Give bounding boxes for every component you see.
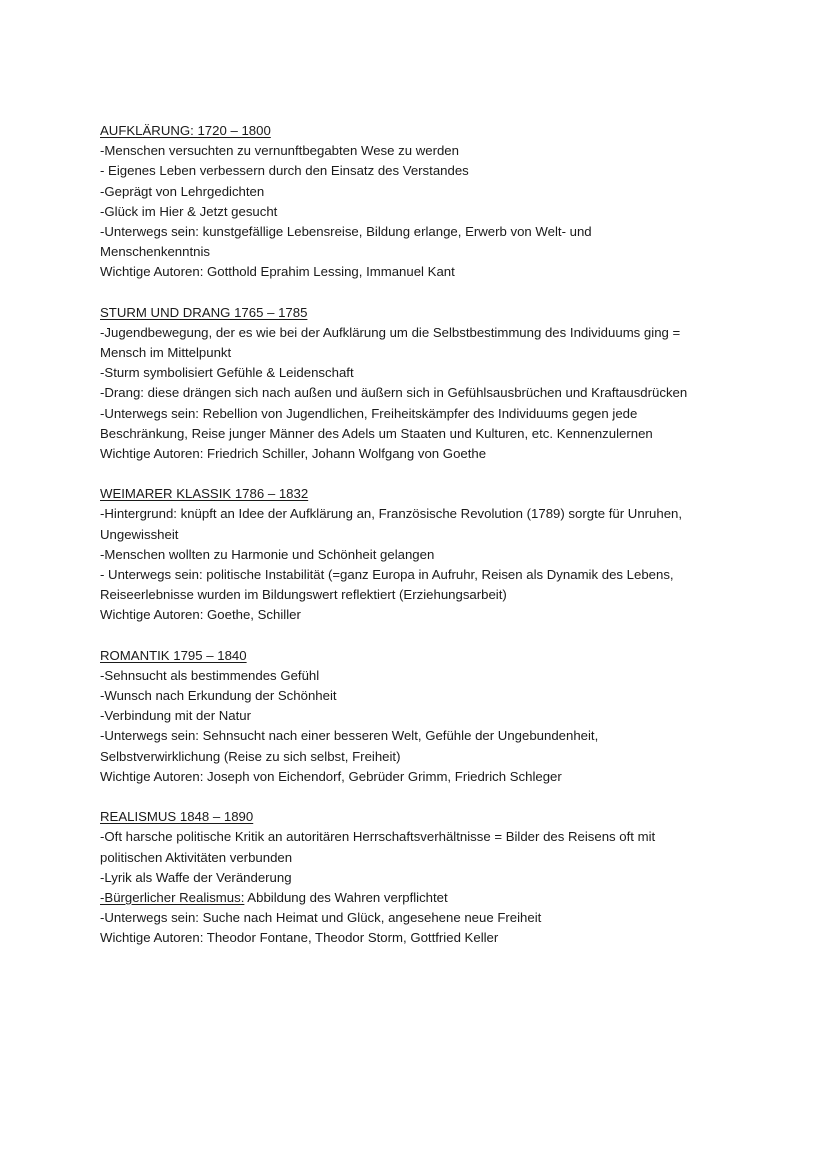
section-heading: WEIMARER KLASSIK 1786 – 1832 — [100, 486, 309, 502]
text-line: Reiseerlebnisse wurden im Bildungswert reflektiert (Erziehungsarbeit) — [100, 587, 507, 603]
text-line: -Unterwegs sein: kunstgefällige Lebensreise, Bildung erlange, Erwerb von Welt- und — [100, 224, 592, 240]
text-line: Mensch im Mittelpunkt — [100, 345, 232, 361]
text-line: Menschenkenntnis — [100, 244, 210, 260]
underlined-term: -Bürgerlicher Realismus: — [100, 889, 245, 905]
text-line: Selbstverwirklichung (Reise zu sich selbst, Freiheit) — [100, 748, 401, 764]
text-line: -Wunsch nach Erkundung der Schönheit — [100, 688, 337, 704]
text-line-buergerlicher-realismus — [100, 888, 740, 908]
authors-line: Wichtige Autoren: Joseph von Eichendorf, Gebrüder Grimm, Friedrich Schleger — [100, 768, 562, 784]
document-page — [100, 121, 740, 969]
text-line: politischen Aktivitäten verbunden — [100, 849, 293, 865]
text-line: -Sturm symbolisiert Gefühle & Leidenschaft — [100, 365, 354, 381]
text-line: -Verbindung mit der Natur — [100, 708, 251, 724]
text-line: - Eigenes Leben verbessern durch den Einsatz des Verstandes — [100, 163, 469, 179]
term-definition: Abbildung des Wahren verpflichtet — [244, 889, 448, 905]
text-line: - Unterwegs sein: politische Instabilität (=ganz Europa in Aufruhr, Reisen als Dynamik des Lebens, — [100, 567, 674, 583]
text-line: -Oft harsche politische Kritik an autoritären Herrschaftsverhältnisse = Bilder des Reisens oft mit — [100, 829, 656, 845]
section-romantik — [100, 646, 740, 787]
authors-line: Wichtige Autoren: Friedrich Schiller, Johann Wolfgang von Goethe — [100, 446, 487, 462]
text-line: -Hintergrund: knüpft an Idee der Aufklärung an, Französische Revolution (1789) sorgte für Unruhen, — [100, 506, 683, 522]
section-heading: AUFKLÄRUNG: 1720 – 1800 — [100, 123, 271, 138]
text-line: -Lyrik als Waffe der Veränderung — [100, 869, 292, 885]
text-line: -Unterwegs sein: Rebellion von Jugendlichen, Freiheitskämpfer des Individuums gegen jede — [100, 405, 638, 421]
section-weimarer-klassik — [100, 484, 740, 625]
text-line: -Geprägt von Lehrgedichten — [100, 183, 265, 199]
section-aufklaerung — [100, 121, 740, 283]
authors-line: Wichtige Autoren: Gotthold Eprahim Lessing, Immanuel Kant — [100, 264, 455, 280]
text-line: -Sehnsucht als bestimmendes Gefühl — [100, 667, 320, 683]
section-heading: REALISMUS 1848 – 1890 — [100, 809, 254, 825]
text-line: Ungewissheit — [100, 526, 179, 542]
text-line: -Menschen versuchten zu vernunftbegabten Wese zu werden — [100, 143, 459, 159]
section-realismus — [100, 807, 740, 948]
text-line: -Jugendbewegung, der es wie bei der Aufklärung um die Selbstbestimmung des Individuums ging = — [100, 324, 681, 340]
text-line: -Menschen wollten zu Harmonie und Schönheit gelangen — [100, 546, 435, 562]
text-line: -Glück im Hier & Jetzt gesucht — [100, 203, 278, 219]
authors-line: Wichtige Autoren: Theodor Fontane, Theodor Storm, Gottfried Keller — [100, 930, 499, 946]
text-line: Beschränkung, Reise junger Männer des Adels um Staaten und Kulturen, etc. Kennenzulernen — [100, 425, 653, 441]
text-line: -Unterwegs sein: Sehnsucht nach einer besseren Welt, Gefühle der Ungebundenheit, — [100, 728, 599, 744]
section-heading: ROMANTIK 1795 – 1840 — [100, 647, 247, 663]
text-line: -Drang: diese drängen sich nach außen und äußern sich in Gefühlsausbrüchen und Kraftausdrücken — [100, 385, 688, 401]
text-line: -Unterwegs sein: Suche nach Heimat und Glück, angesehene neue Freiheit — [100, 910, 542, 926]
authors-line: Wichtige Autoren: Goethe, Schiller — [100, 607, 301, 623]
section-sturm-und-drang — [100, 303, 740, 465]
section-heading: STURM UND DRANG 1765 – 1785 — [100, 304, 308, 320]
